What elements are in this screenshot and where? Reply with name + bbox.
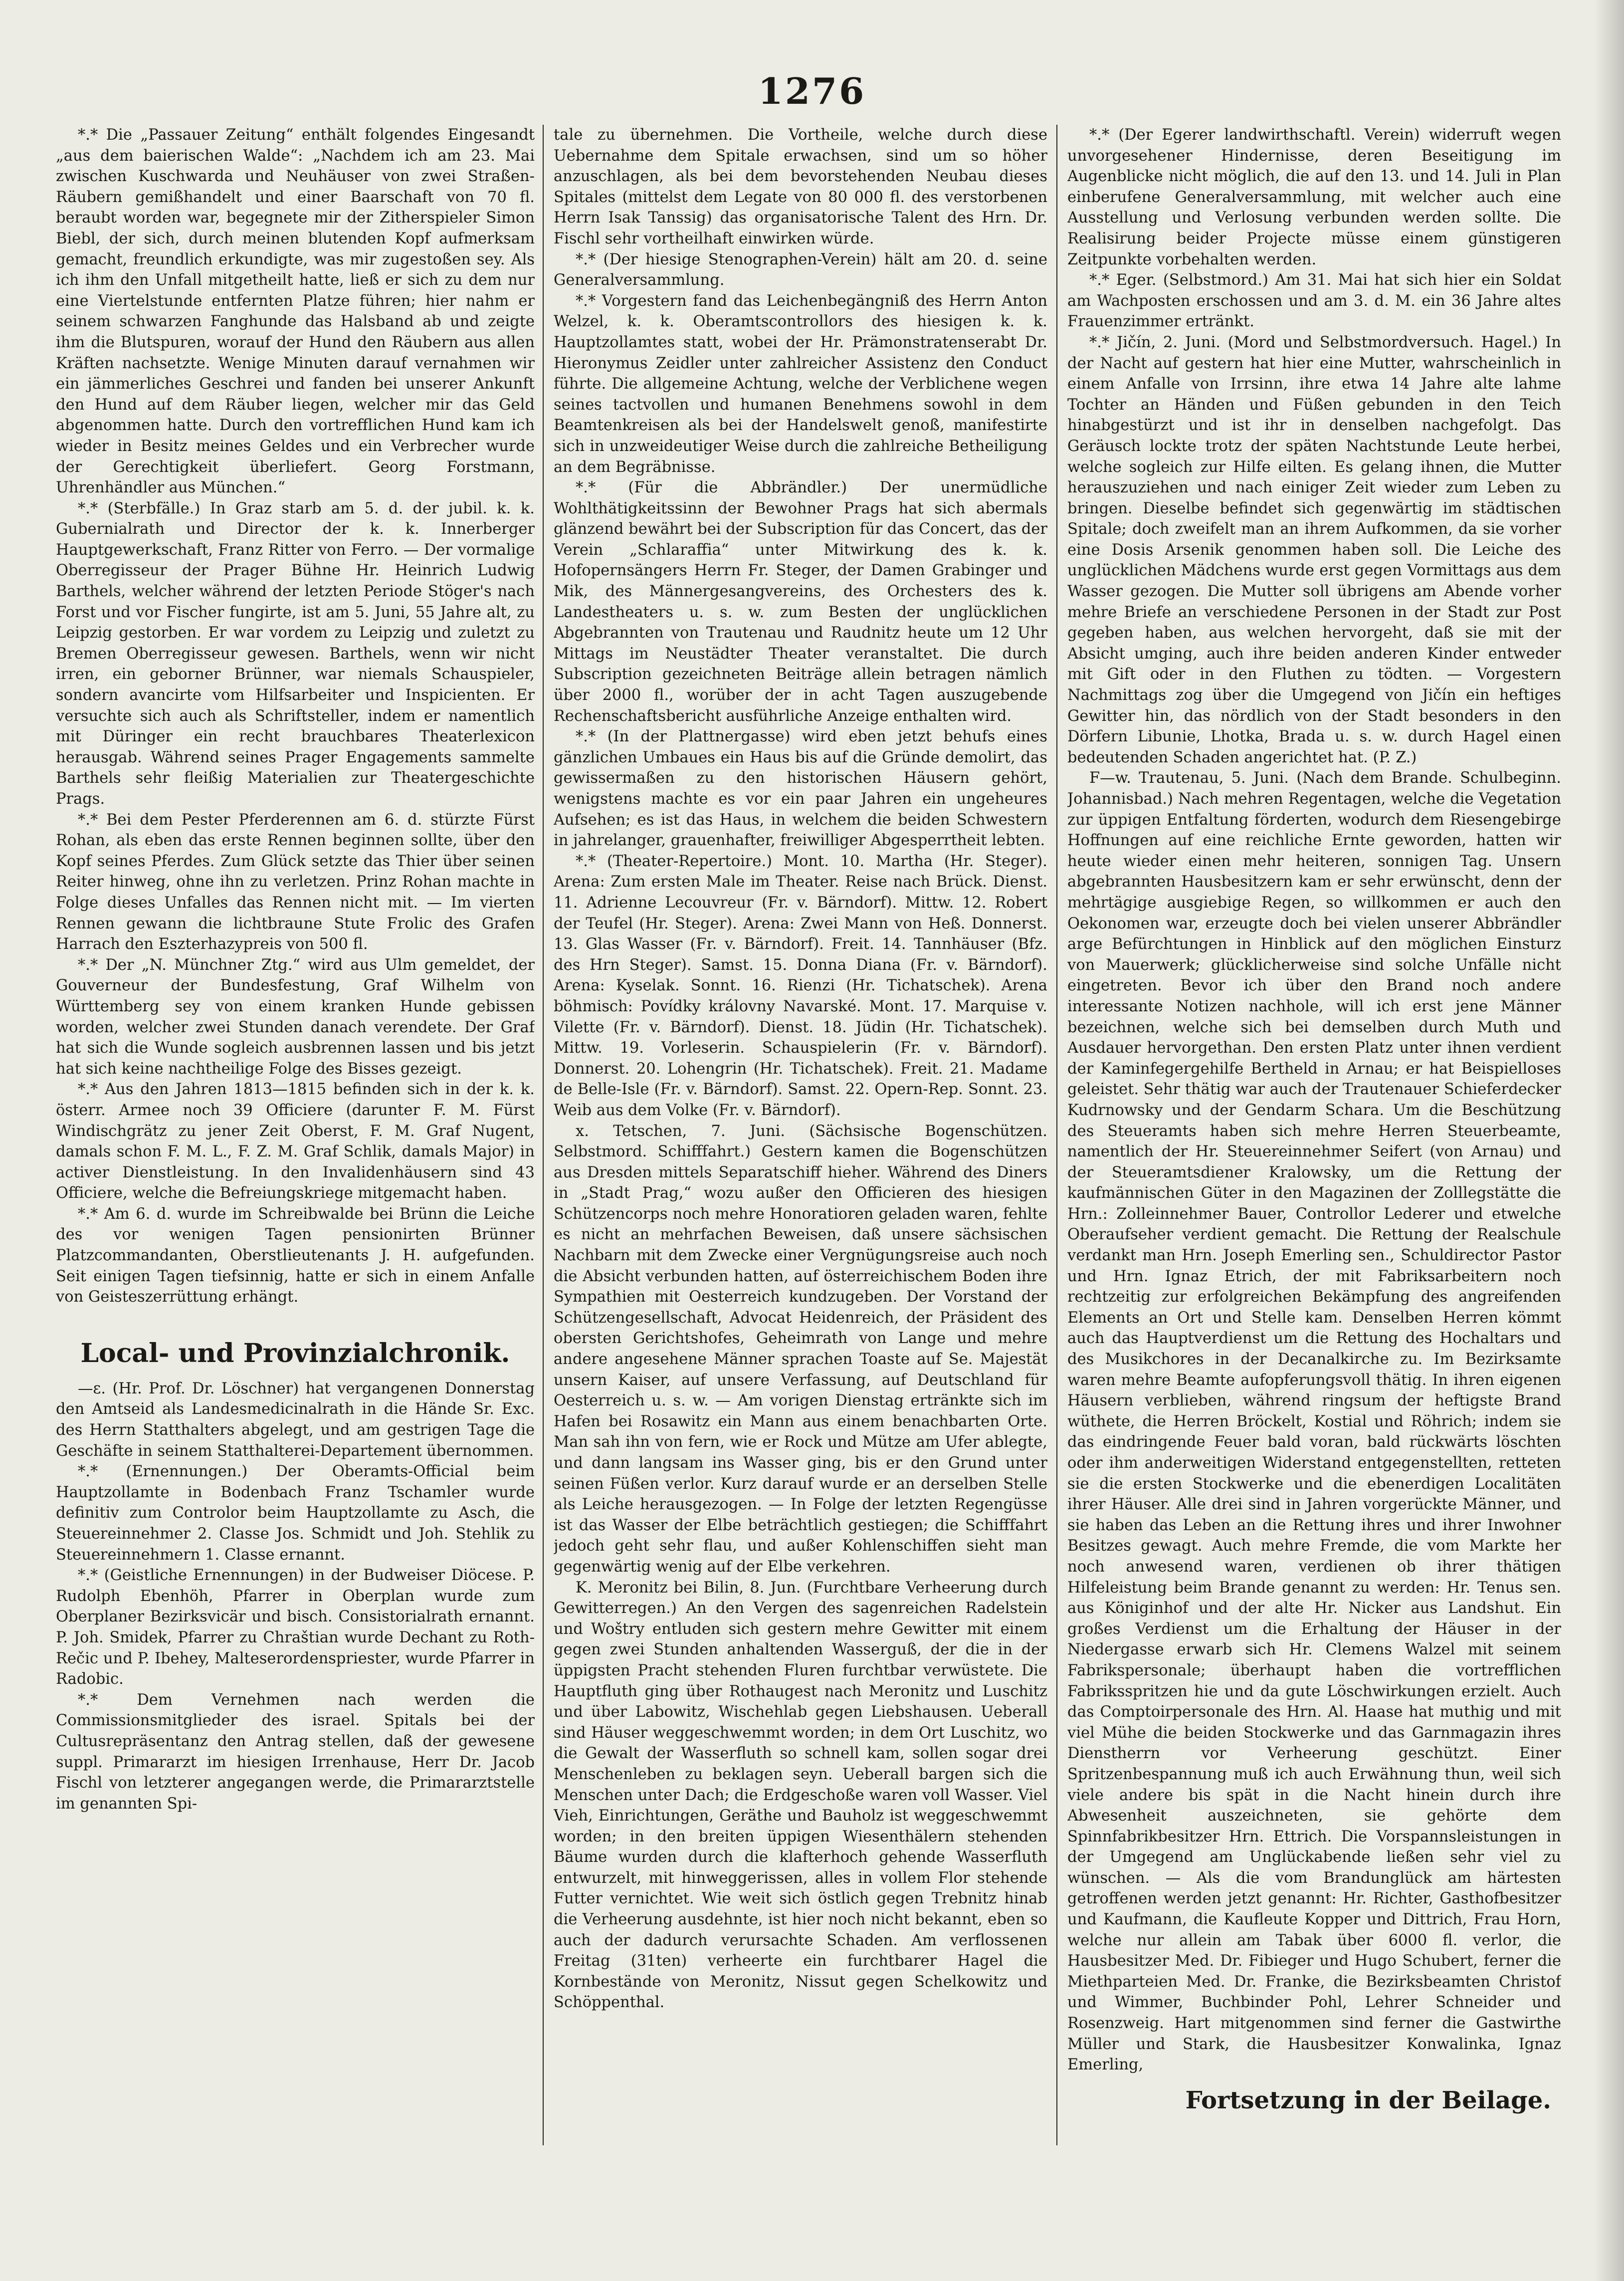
article-plattnergasse: *.* (In der Plattnergasse) wird eben jetzt behufs eines gänzlichen Umbaues ein Haus bis auf die Gründe demolirt, das gewissermaßen zu den historischen Häusern gehört, wenigstens machte es vor ein paar Jahren ein ungeheures Aufsehen; es ist das Haus, in welchem die beiden Schwestern in jahrelanger, grauenhafter, freiwilliger Abgesperrtheit lebten. bbox=[554, 728, 1047, 850]
article-jicin: *.* Jičín, 2. Juni. (Mord und Selbstmordversuch. Hagel.) In der Nacht auf gestern hat hier eine Mutter, wahrscheinlich in einem Anfalle von Irrsinn, ihre etwa 14 Jahre alte lahme Tochter an Händen und Füßen gebunden in den Teich hinabgestürzt und ist ihr in denselben nachgefolgt. Das Geräusch lockte trotz der späten Nachtstunde Leute herbei, welche sogleich zur Hilfe eilten. Es gelang ihnen, die Mutter herauszuziehen und nach einiger Zeit wieder zum Leben zu bringen. Dieselbe befindet sich gegenwärtig im städtischen Spitale; doch zweifelt man an ihrem Aufkommen, da sie vorher eine Dosis Arsenik genommen haben soll. Die Leiche des unglücklichen Mädchens wurde erst gegen Vormittags aus dem Wasser gezogen. Die Mutter soll übrigens am Abende vorher mehre Briefe an verschiedene Personen in der Stadt zur Post gegeben haben, aus welchen hervorgeht, daß sie mit der Absicht umging, auch ihre beiden anderen Kinder entweder mit Gift oder in den Fluthen zu tödten. — Vorgestern Nachmittags zog über die Umgegend von Jičín ein heftiges Gewitter hin, das nördlich von der Stadt besonders in den Dörfern Libunie, Lhotka, Brada u. s. w. durch Hagel einen bedeutenden Schaden angerichtet hat. (P. Z.) bbox=[1067, 333, 1561, 766]
article-tetschen: x. Tetschen, 7. Juni. (Sächsische Bogenschützen. Selbstmord. Schifffahrt.) Gestern kamen die Bogenschützen aus Dresden mittels Separatschiff hieher. Während des Diners in „Stadt Prag,“ wozu außer den Officieren des hiesigen Schützencorps noch mehre Honoratioren geladen waren, fehlte es nicht an mehrfachen Beweisen, daß unsere sächsischen Nachbarn mit dem Zwecke einer Vergnügungsreise auch noch die Absicht verbunden hatten, auf österreichischem Boden ihre Sympathien mit Oesterreich kundzugeben. Der Vorstand der Schützengesellschaft, Advocat Heidenreich, der Präsident des obersten Gerichtshofes, Geheimrath von Lange und mehre andere angesehene Männer sprachen Toaste auf Se. Majestät unsern Kaiser, auf unsere Verfassung, auf Deutschland für Oesterreich u. s. w. — Am vorigen Dienstag ertränkte sich im Hafen bei Rosawitz ein Mann aus einem benachbarten Orte. Man sah ihn von fern, wie er Rock und Mütze am Ufer ablegte, und dann langsam ins Wasser ging, bis er den Grund unter seinen Füßen verlor. Kurz darauf wurde er an derselben Stelle als Leiche herausgezogen. — In Folge der letzten Regengüsse ist das Wasser der Elbe beträchtlich gestiegen; die Schifffahrt jedoch geht sehr flau, und außer Kohlenschiffen sieht man gegenwärtig wenig auf der Elbe verkehren. bbox=[554, 1122, 1047, 1576]
article-leichenbegaengniss: *.* Vorgestern fand das Leichenbegängniß des Herrn Anton Welzel, k. k. Oberamtscontrollors des hiesigen k. k. Hauptzollamtes statt, wobei der Hr. Prämonstratenserabt Dr. Hieronymus Zeidler unter zahlreicher Assistenz den Conduct führte. Die allgemeine Achtung, welche der Verblichene wegen seines tactvollen und humanen Benehmens sowohl in dem Beamtenkreisen als bei der Handelswelt genoß, manifestirte sich in unzweideutiger Weise durch die zahlreiche Betheiligung an dem Begräbnisse. bbox=[554, 292, 1047, 476]
column-divider-2 bbox=[1056, 125, 1057, 2145]
page-edge-shadow bbox=[1594, 0, 1624, 2281]
article-pester-pferderennen: *.* Bei dem Pester Pferderennen am 6. d. stürzte Fürst Rohan, als eben das erste Rennen beginnen sollte, über den Kopf seines Pferdes. Zum Glück setzte das Thier über seinen Reiter hinweg, ohne ihn zu verletzen. Prinz Rohan machte in Folge dieses Unfalles das Rennen nicht mit. — Im vierten Rennen gewann die lichtbraune Stute Frolic des Grafen Harrach den Eszterhazypreis von 500 fl. bbox=[56, 811, 535, 953]
article-ernennungen: *.* (Ernennungen.) Der Oberamts-Official beim Hauptzollamte in Bodenbach Franz Tschamler wurde definitiv zum Controlor beim Hauptzollamte zu Asch, die Steuereinnehmer 2. Classe Jos. Schmidt und Joh. Stehlik zu Steuereinnehmern 1. Classe ernannt. bbox=[56, 1463, 535, 1564]
article-ulm-hundebiss: *.* Der „N. Münchner Ztg.“ wird aus Ulm gemeldet, der Gouverneur der Bundesfestung, Graf Wilhelm von Württemberg sey von einem kranken Hunde gebissen worden, welcher zwei Stunden danach verendete. Der Graf hat sich die Wunde sogleich ausbrennen lassen und bis jetzt hat sich keine nachtheilige Folge des Bisses gezeigt. bbox=[56, 956, 535, 1078]
article-geistliche-ernennungen: *.* (Geistliche Ernennungen) in der Budweiser Diöcese. P. Rudolph Ebenhöh, Pfarrer in Oberplan wurde zum Oberplaner Bezirksvicär und bisch. Consistorialrath ernannt. P. Joh. Smidek, Pfarrer zu Chraštian wurde Dechant zu Roth-Rečic und P. Ibehey, Malteserordenspriester, wurde Pfarrer in Radobic. bbox=[56, 1567, 535, 1688]
article-egerer-verein: *.* (Der Egerer landwirthschaftl. Verein) widerruft wegen unvorgesehener Hindernisse, deren Beseitigung im Augenblicke nicht möglich, die auf den 13. und 14. Juli in Plan einberufene Generalversammlung, mit welcher auch eine Ausstellung und Verlosung verbunden werden sollte. Die Realisirung beider Projecte müsse einem günstigeren Zeitpunkte vorbehalten werden. bbox=[1067, 126, 1561, 268]
article-eger-selbstmord: *.* Eger. (Selbstmord.) Am 31. Mai hat sich hier ein Soldat am Wachposten erschossen und am 3. d. M. ein 36 Jahre altes Frauenzimmer ertränkt. bbox=[1067, 271, 1561, 331]
article-passauer-zeitung: *.* Die „Passauer Zeitung“ enthält folgendes Eingesandt „aus dem baierischen Walde“: „Nachdem ich am 23. Mai zwischen Kuschwarda und Neuhäuser von zwei Straßen-Räubern gemißhandelt und einer Baarschaft von 70 fl. beraubt worden war, begegnete mir der Zitherspieler Simon Biebl, der sich, durch meinen blutenden Kopf aufmerksam gemacht, freundlich erkundigte, was mir zugestoßen sey. Als ich ihm den Unfall mitgetheilt hatte, ließ er sich zu dem nur eine Viertelstunde entfernten Platze führen; hier nahm er seinem schwarzen Fanghunde das Halsband ab und zeigte ihm die Blutspuren, worauf der Hund den Räubern aus allen Kräften nachsetzte. Wenige Minuten darauf vernahmen wir ein jämmerliches Geschrei und fanden bei unserer Ankunft den Hund auf dem Räuber liegen, welcher mir das Geld abgenommen hatte. Durch den vortrefflichen Hund kam ich wieder in Besitz meines Geldes und ein Verbrecher wurde der Gerechtigkeit überliefert. Georg Forstmann, Uhrenhändler aus München.“ bbox=[56, 126, 535, 497]
article-loeschner: —ε. (Hr. Prof. Dr. Löschner) hat vergangenen Donnerstag den Amtseid als Landesmedicinalrath in die Hände Sr. Exc. des Herrn Statthalters abgelegt, und am gestrigen Tage die Geschäfte in seinem Statthalterei-Departement übernommen. bbox=[56, 1379, 535, 1460]
article-schreibwald-leiche: *.* Am 6. d. wurde im Schreibwalde bei Brünn die Leiche des vor wenigen Tagen pensionirten Brünner Platzcommandanten, Oberstlieutenants J. H. aufgefunden. Seit einigen Tagen tiefsinnig, hatte er sich in einem Anfalle von Geisteszerrüttung erhängt. bbox=[56, 1205, 535, 1306]
column-divider-1 bbox=[543, 125, 544, 2145]
continuation-note: Fortsetzung in der Beilage. bbox=[1185, 2086, 1551, 2114]
article-israel-spital-cont: tale zu übernehmen. Die Vortheile, welche durch diese Uebernahme dem Spitale erwachsen, sind um so höher anzuschlagen, als bei dem bevorstehenden Neubau dieses Spitales (mittelst dem Legate von 80 000 fl. des verstorbenen Herrn Isak Tanssig) das organisatorische Talent des Hrn. Dr. Fischl sehr vortheilhaft einwirken würde. bbox=[554, 126, 1047, 247]
article-stenographen-verein: *.* (Der hiesige Stenographen-Verein) hält am 20. d. seine Generalversammlung. bbox=[554, 250, 1047, 289]
column-2 bbox=[554, 125, 1047, 2270]
column-3 bbox=[1067, 125, 1561, 2270]
article-theater-repertoire: *.* (Theater-Repertoire.) Mont. 10. Martha (Hr. Steger). Arena: Zum ersten Male im Theater. Reise nach Brück. Dienst. 11. Adrienne Lecouvreur (Fr. v. Bärndorf). Mittw. 12. Robert der Teufel (Hr. Steger). Arena: Zwei Mann von Heß. Donnerst. 13. Glas Wasser (Fr. v. Bärndorf). Freit. 14. Tannhäuser (Bfz. des Hrn Steger). Samst. 15. Donna Diana (Fr. v. Bärndorf). Arena: Kyselak. Sonnt. 16. Rienzi (Hr. Tichatschek). Arena böhmisch: Povídky královny Navarské. Mont. 17. Marquise v. Vilette (Fr. v. Bärndorf). Dienst. 18. Jüdin (Hr. Tichatschek). Mittw. 19. Vorleserin. Schauspielerin (Fr. v. Bärndorf). Donnerst. 20. Lohengrin (Hr. Tichatschek). Freit. 21. Madame de Belle-Isle (Fr. v. Bärndorf). Samst. 22. Opern-Rep. Sonnt. 23. Weib aus dem Volke (Fr. v. Bärndorf). bbox=[554, 852, 1047, 1119]
article-israel-spital: *.* Dem Vernehmen nach werden die Commissionsmitglieder des israel. Spitals bei der Cultusrepräsentanz den Antrag stellen, daß der gewesene suppl. Primararzt im hiesigen Irrenhause, Herr Dr. Jacob Fischl von letzterer angegangen werde, die Primararztstelle im genannten Spi- bbox=[56, 1691, 535, 1813]
column-1 bbox=[56, 125, 535, 2270]
article-meronitz: K. Meronitz bei Bilin, 8. Jun. (Furchtbare Verheerung durch Gewitterregen.) An den Vergen des sagenreichen Radelstein und Woštry entluden sich gestern mehre Gewitter mit einem gegen zwei Stunden anhaltenden Wasserguß, der die in der üppigsten Pracht stehenden Fluren furchtbar verwüstete. Die Hauptfluth ging über Rothaugest nach Meronitz und Luschitz und über Labowitz, Wischehlab gegen Liebshausen. Ueberall sind Häuser weggeschwemmt worden; in dem Ort Luschitz, wo die Gewalt der Wasserfluth so schnell kam, sollen sogar drei Menschenleben zu beklagen seyn. Ueberall bargen sich die Menschen unter Dach; die Erdgeschoße waren voll Wasser. Viel Vieh, Einrichtungen, Geräthe und Bauholz ist weggeschwemmt worden; in den breiten üppigen Wiesenthälern stehenden Bäume wurden durch die klafterhoch gehende Wasserfluth entwurzelt, mit hinweggerissen, alles in vollem Flor stehende Futter vernichtet. Wie weit sich östlich gegen Trebnitz hinab die Verheerung ausdehnte, ist hier noch nicht bekannt, eben so auch der dadurch verursachte Schaden. Am verflossenen Freitag (31ten) verheerte ein furchtbarer Hagel die Kornbestände von Meronitz, Nissut gegen Schelkowitz und Schöppenthal. bbox=[554, 1579, 1047, 2012]
article-officiere-1813: *.* Aus den Jahren 1813—1815 befinden sich in der k. k. österr. Armee noch 39 Officiere (darunter F. M. Fürst Windischgrätz zu jener Zeit Oberst, F. M. Graf Nugent, damals schon F. M. L., F. Z. M. Graf Schlik, damals Major) in activer Dienstleistung. In den Invalidenhäusern sind 43 Officiere, welche die Befreiungskriege mitgemacht haben. bbox=[56, 1081, 535, 1202]
article-trautenau: F—w. Trautenau, 5. Juni. (Nach dem Brande. Schulbeginn. Johannisbad.) Nach mehren Regentagen, welche die Vegetation zur üppigen Entfaltung förderten, wodurch dem Riesengebirge Hoffnungen auf eine reichliche Ernte geworden, hatten wir heute wieder einen mehr heiteren, sonnigen Tag. Unsern abgebrannten Hausbesitzern kam er sehr erwünscht, denn der mehrtägige ausgiebige Regen, so willkommen er auch den Oekonomen war, erzeugte doch bei vielen unserer Abbrändler arge Befürchtungen in Hinblick auf den möglichen Einsturz von Mauerwerk; glücklicherweise sind solche Unfälle nicht eingetreten. Bevor ich über den Brand noch andere interessante Notizen nachhole, will ich erst jene Männer bezeichnen, welche sich bei demselben durch Muth und Ausdauer hervorgethan. Den ersten Platz unter ihnen verdient der Kaminfegergehilfe Bertheld in Arnau; er hat Beispielloses geleistet. Sehr thätig war auch der Trautenauer Schieferdecker Kudrnowsky und der Gendarm Schara. Um die Beschützung des Steueramts haben sich mehre Herren Steuerbeamte, namentlich der Hr. Steuereinnehmer Seifert (von Arnau) und der Steueramtsdiener Kralowsky, um die Rettung der kaufmännischen Güter in den Magazinen der Zolllegstätte die Hrn.: Zolleinnehmer Bauer, Controllor Lederer und etwelche Oberaufseher verdient gemacht. Die Rettung der Realschule verdankt man Hrn. Joseph Emerling sen., Schuldirector Pastor und Hrn. Ignaz Etrich, der mit Fabriksarbeitern noch rechtzeitig zur erfolgreichen Bekämpfung des angreifenden Elements an Ort und Stelle kam. Denselben Herren kömmt auch das Hauptverdienst um die Rettung des Hochaltars und des Musikchores in der Decanalkirche zu. Im Bezirksamte waren mehre Beamte aufopferungsvoll thätig. In ihren eigenen Häusern verblieben, während ringsum der heftigste Brand wüthete, die Herren Bröckelt, Kostial und Röhrich; indem sie das eindringende Feuer bald voran, bald rückwärts löschten oder ihm anderweitigen Widerstand entgegenstellten, retteten sie die ersten Stockwerke und die ebenerdigen Localitäten ihrer Häuser. Alle drei sind in Jahren vorgerückte Männer, und sie haben das Leben an die Rettung ihres und ihrer Inwohner Besitzes gewagt. Auch mehre Fremde, die vom Markte her noch anwesend waren, verdienen ob ihrer thätigen Hilfeleistung beim Brande genannt zu werden: Hr. Tenus sen. aus Königinhof und der alte Hr. Nicker aus Landshut. Ein großes Verdienst um die Erhaltung der Häuser in der Niedergasse erwarb sich Hr. Clemens Walzel mit seinem Fabrikspersonale; überhaupt haben die vortrefflichen Fabriksspritzen hie und da gute Löschwirkungen erzielt. Auch das Comptoirpersonale des Hrn. Al. Haase hat muthig und mit viel Mühe die beiden Stockwerke und das Garnmagazin ihres Dienstherrn vor Verheerung geschützt. Einer Spritzenbespannung muß ich auch Erwähnung thun, weil sich viele andere bis spät in die Nacht hinein durch ihre Abwesenheit auszeichneten, sie gehörte dem Spinnfabrikbesitzer Hrn. Ettrich. Die Vorspannsleistungen in der Umgegend am Unglückabende ließen sehr viel zu wünschen. — Als die vom Brandunglück am härtesten getroffenen werden jetzt genannt: Hr. Richter, Gasthofbesitzer und Kaufmann, die Kaufleute Kopper und Dittrich, Frau Horn, welche nur allein am Tabak über 6000 fl. verlor, die Hausbesitzer Med. Dr. Fibieger und Hugo Schubert, ferner die Miethparteien Med. Dr. Franke, die Bezirksbeamten Christof und Wimmer, Buchbinder Pohl, Lehrer Schneider und Rosenzweig. Hart mitgenommen sind ferner die Gastwirthe Müller und Stark, die Hausbesitzer Konwalinka, Ignaz Emerling, bbox=[1067, 769, 1561, 2074]
article-sterbfaelle: *.* (Sterbfälle.) In Graz starb am 5. d. der jubil. k. k. Gubernialrath und Director der k. k. Innerberger Hauptgewerkschaft, Franz Ritter von Ferro. — Der vormalige Oberregisseur der Prager Bühne Hr. Heinrich Ludwig Barthels, welcher während der letzten Periode Stöger's nach Forst und vor Fischer fungirte, ist am 5. Juni, 55 Jahre alt, zu Leipzig gestorben. Er war vordem zu Leipzig und zuletzt zu Bremen Oberregisseur gewesen. Barthels, wenn wir nicht irren, ein geborner Brünner, war niemals Schauspieler, sondern avancirte vom Hilfsarbeiter und Inspicienten. Er versuchte sich auch als Schriftsteller, indem er namentlich mit Düringer ein recht brauchbares Theaterlexicon herausgab. Während seines Prager Engagements sammelte Barthels sehr fleißig Materialien zur Theatergeschichte Prags. bbox=[56, 499, 535, 808]
section-heading-local-chronik: Local- und Provinzialchronik. bbox=[80, 1338, 510, 1369]
page-number: 1276 bbox=[758, 70, 866, 112]
article-abbraendler: *.* (Für die Abbrändler.) Der unermüdliche Wohlthätigkeitssinn der Bewohner Prags hat sich abermals glänzend bewährt bei der Subscription für das Concert, das der Verein „Schlaraffia“ unter Mitwirkung des k. k. Hofopernsängers Herrn Fr. Steger, der Damen Grabinger und Mik, des Männergesangvereins, des Orchesters des k. Landestheaters u. s. w. zum Besten der unglücklichen Abgebrannten von Trautenau und Raudnitz heute um 12 Uhr Mittags im Neustädter Theater veranstaltet. Die durch Subscription gezeichneten Beiträge allein betragen nämlich über 2000 fl., worüber der in acht Tagen auszugebende Rechenschaftsbericht ausführliche Anzeige enthalten wird. bbox=[554, 479, 1047, 725]
